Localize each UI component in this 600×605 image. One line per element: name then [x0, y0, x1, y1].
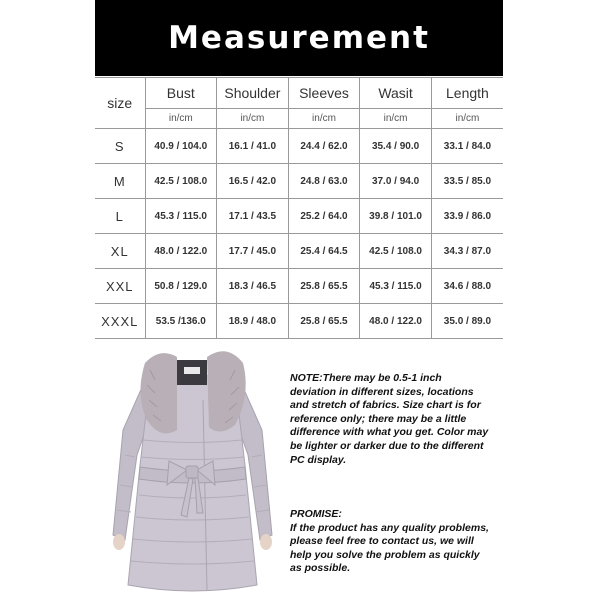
table-cell: 35.4 / 90.0	[360, 129, 432, 164]
unit-label: in/cm	[360, 109, 432, 129]
column-header-sleeves: Sleeves	[288, 78, 360, 109]
table-cell: 18.3 / 46.5	[217, 269, 289, 304]
size-cell: M	[95, 164, 145, 199]
table-row	[95, 164, 503, 199]
table-cell: 17.7 / 45.0	[217, 234, 289, 269]
table-row	[95, 129, 503, 164]
table-cell: 33.1 / 84.0	[431, 129, 503, 164]
table-row	[95, 234, 503, 269]
column-header-waist: Wasit	[360, 78, 432, 109]
promise-title: PROMISE:	[290, 508, 342, 520]
table-cell: 24.4 / 62.0	[288, 129, 360, 164]
table-cell: 53.5 /136.0	[145, 304, 217, 339]
unit-row	[95, 109, 503, 129]
product-image-coat	[105, 345, 280, 600]
unit-label: in/cm	[431, 109, 503, 129]
table-cell: 25.8 / 65.5	[288, 304, 360, 339]
table-cell: 33.5 / 85.0	[431, 164, 503, 199]
unit-label: in/cm	[217, 109, 289, 129]
table-cell: 48.0 / 122.0	[360, 304, 432, 339]
table-row	[95, 199, 503, 234]
table-cell: 50.8 / 129.0	[145, 269, 217, 304]
table-cell: 39.8 / 101.0	[360, 199, 432, 234]
table-row	[95, 304, 503, 339]
table-cell: 17.1 / 43.5	[217, 199, 289, 234]
table-cell: 45.3 / 115.0	[360, 269, 432, 304]
table-cell: 34.3 / 87.0	[431, 234, 503, 269]
table-cell: 24.8 / 63.0	[288, 164, 360, 199]
table-cell: 16.5 / 42.0	[217, 164, 289, 199]
size-chart-table	[95, 77, 503, 339]
size-cell: XXL	[95, 269, 145, 304]
table-cell: 25.2 / 64.0	[288, 199, 360, 234]
table-cell: 48.0 / 122.0	[145, 234, 217, 269]
table-cell: 40.9 / 104.0	[145, 129, 217, 164]
header-row	[95, 78, 503, 109]
column-header-length: Length	[431, 78, 503, 109]
table-cell: 25.8 / 65.5	[288, 269, 360, 304]
table-cell: 37.0 / 94.0	[360, 164, 432, 199]
table-cell: 42.5 / 108.0	[360, 234, 432, 269]
column-header-shoulder: Shoulder	[217, 78, 289, 109]
size-cell: S	[95, 129, 145, 164]
promise-text: If the product has any quality problems, please feel free to contact us, we will help you solve the problem as quickly as possible.	[290, 521, 489, 575]
table-cell: 35.0 / 89.0	[431, 304, 503, 339]
size-column-header: size	[95, 78, 145, 129]
unit-label: in/cm	[288, 109, 360, 129]
size-cell: L	[95, 199, 145, 234]
note-text: NOTE:There may be 0.5-1 inch deviation in different sizes, locations and stretch of fabrics. Size chart is for reference only; there may be a little difference with what you get. Color may be lighter or darker due to the different PC display.	[290, 372, 489, 466]
coat-illustration	[105, 345, 280, 600]
table-row	[95, 269, 503, 304]
table-cell: 45.3 / 115.0	[145, 199, 217, 234]
table-cell: 25.4 / 64.5	[288, 234, 360, 269]
column-header-bust: Bust	[145, 78, 217, 109]
table-cell: 16.1 / 41.0	[217, 129, 289, 164]
size-cell: XXXL	[95, 304, 145, 339]
title-banner	[95, 0, 503, 76]
table-cell: 34.6 / 88.0	[431, 269, 503, 304]
promise-section	[290, 508, 490, 576]
table-cell: 42.5 / 108.0	[145, 164, 217, 199]
table-cell: 18.9 / 48.0	[217, 304, 289, 339]
unit-label: in/cm	[145, 109, 217, 129]
table-cell: 33.9 / 86.0	[431, 199, 503, 234]
size-cell: XL	[95, 234, 145, 269]
page-title: Measurement	[168, 20, 430, 56]
